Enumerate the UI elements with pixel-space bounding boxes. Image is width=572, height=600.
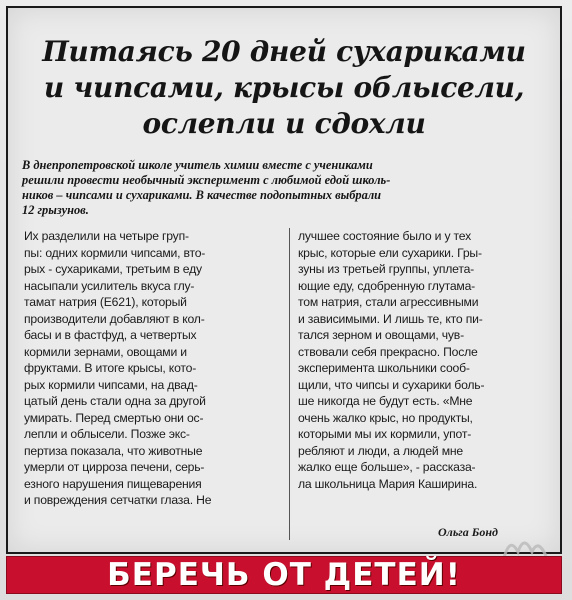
body-line: ше никогда не будут есть. «Мне	[298, 394, 473, 408]
body-line: басы и в фастфуд, а четвертых	[24, 328, 197, 342]
lead-line: решили провести необычный эксперимент с любимой едой школь-	[22, 173, 391, 187]
lead-line: ников – чипсами и сухариками. В качестве подопытных выбрали	[22, 188, 382, 202]
lead-line: В днепропетровской школе учитель химии вместе с учениками	[22, 158, 373, 172]
body-line: щили, что чипсы и сухарики боль-	[298, 377, 485, 392]
body-line: рых кормили чипсами, на двад-	[24, 377, 198, 392]
body-line: тался зерном и овощами, чув-	[298, 328, 464, 342]
body-line: крыс, которые ели сухарики. Гры-	[298, 245, 482, 260]
body-line: ствовали себя прекрасно. После	[298, 344, 478, 359]
body-line: пертиза показала, что животные	[24, 443, 203, 458]
body-line: жалко еще больше», - рассказа-	[298, 460, 476, 474]
body-line: очень жалко крыс, но продукты,	[298, 410, 473, 425]
body-line: и повреждения сетчатки глаза. Не	[24, 493, 212, 507]
lead-line: 12 грызунов.	[22, 203, 89, 217]
headline-line-2: и чипсами, крысы облысели,	[43, 71, 525, 104]
article-column-left	[24, 228, 280, 509]
body-line: которыми мы их кормили, упот-	[298, 427, 472, 441]
article-lead	[22, 158, 554, 218]
body-line: ребляют и люди, а людей мне	[298, 443, 463, 458]
article-headline	[8, 34, 560, 142]
body-line: цатый день стали одна за другой	[24, 394, 206, 408]
headline-line-3: ослепли и сдохли	[142, 107, 426, 140]
body-line: фруктами. В итоге крысы, кото-	[24, 361, 197, 375]
body-line: насыпали усилитель вкуса глу-	[24, 278, 195, 293]
column-divider	[289, 228, 290, 540]
body-line: тамат натрия (Е621), который	[24, 295, 187, 309]
body-line: пы: одних кормили чипсами, вто-	[24, 245, 206, 260]
body-line: умерли от цирроза печени, серь-	[24, 460, 205, 474]
body-line: и зависимыми. И лишь те, кто пи-	[298, 311, 483, 326]
body-line: эксперимента школьники сооб-	[298, 361, 470, 375]
body-line: лучшее состояние было и у тех	[298, 229, 471, 243]
body-line: том натрия, стали агрессивными	[298, 295, 479, 309]
newspaper-clipping	[6, 6, 562, 554]
body-line: рых - сухариками, третьим в еду	[24, 262, 202, 276]
article-column-right	[298, 228, 554, 492]
body-line: зуны из третьей группы, уплета-	[298, 262, 475, 276]
body-line: лепли и облысели. Позже экс-	[24, 427, 190, 441]
body-line: езного нарушения пищеварения	[24, 476, 202, 491]
author-byline: Ольга Бонд	[438, 525, 498, 539]
body-line: ющие еду, сдобренную глутама-	[298, 278, 476, 293]
body-line: Их разделили на четыре груп-	[24, 229, 189, 243]
body-line: производители добавляют в кол-	[24, 311, 205, 326]
body-line: умирать. Перед смертью они ос-	[24, 410, 204, 425]
body-line: ла школьница Мария Каширина.	[298, 476, 478, 491]
headline-line-1: Питаясь 20 дней сухариками	[42, 35, 526, 68]
body-line: кормили зернами, овощами и	[24, 344, 187, 359]
warning-banner-text: БЕРЕЧЬ ОТ ДЕТЕЙ!	[107, 557, 461, 593]
warning-banner	[6, 556, 562, 594]
